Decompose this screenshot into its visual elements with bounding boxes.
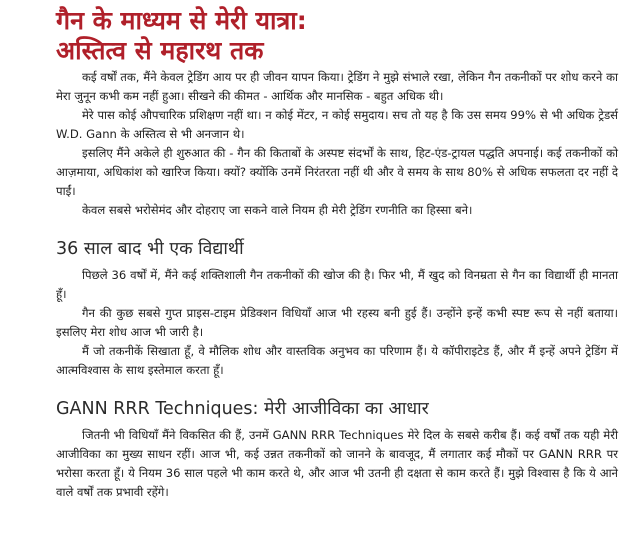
section-divider-space xyxy=(56,220,618,227)
section-intro xyxy=(56,68,618,220)
paragraph: मेरे पास कोई औपचारिक प्रशिक्षण नहीं था। न कोई मेंटर, न कोई समुदाय। सच तो यह है कि उस समय 99% से भी अधिक ट्रेडर्स W.D. Gann के अस्तित्व से भी अनजान थे। xyxy=(56,108,618,141)
paragraph: इसलिए मैंने अकेले ही शुरुआत की - गैन की किताबों के अस्पष्ट संदर्भों के साथ, हिट-एंड-ट्रायल पद्धति अपनाई। कई तकनीकों को आज़माया, अधिकांश को खारिज किया। क्यों? क्योंकि उनमें निरंतरता नहीं थी और वे समय के साथ 80% से अधिक सफलता दर नहीं दे पाईं। xyxy=(56,146,618,198)
paragraph: केवल सबसे भरोसेमंद और दोहराए जा सकने वाले नियम ही मेरी ट्रेडिंग रणनीति का हिस्सा बने। xyxy=(82,203,473,217)
paragraph: मैं जो तकनीकें सिखाता हूँ, वे मौलिक शोध और वास्तविक अनुभव का परिणाम हैं। ये कॉपीराइटेड हैं, और मैं इन्हें अपने ट्रेडिंग में आत्मविश्वास के साथ इस्तेमाल करता हूँ। xyxy=(56,344,618,377)
section-student xyxy=(56,237,618,380)
paragraph: गैन की कुछ सबसे गुप्त प्राइस-टाइम प्रेडिक्शन विधियाँ आज भी रहस्य बनी हुई हैं। उन्होंने इन्हें कभी स्पष्ट रूप से नहीं बताया। इसलिए मेरा शोध आज भी जारी है। xyxy=(56,306,618,339)
section-heading: 36 साल बाद भी एक विद्यार्थी xyxy=(56,239,244,259)
document-title-line-2: अस्तित्व से महारथ तक xyxy=(56,36,264,65)
paragraph: जितनी भी विधियाँ मैंने विकसित की हैं, उनमें GANN RRR Techniques मेरे दिल के सबसे करीब हैं। कई वर्षों तक यही मेरी आजीविका का मुख्य साधन रहीं। आज भी, कई उन्नत तकनीकों को जानने के बावजूद, मैं लगातार कई मौकों पर GANN RRR पर भरोसा करता हूँ। ये नियम 36 साल पहले भी काम करते थे, और आज भी उतनी ही दक्षता से काम करते हैं। मुझे विश्वास है कि ये आने वाले वर्षों तक प्रभावी रहेंगे। xyxy=(56,428,618,499)
section-heading: GANN RRR Techniques: मेरी आजीविका का आधार xyxy=(56,399,429,419)
section-gann-rrr xyxy=(56,397,618,502)
paragraph: पिछले 36 वर्षों में, मैंने कई शक्तिशाली गैन तकनीकों की खोज की है। फिर भी, मैं खुद को विनम्रता से गैन का विद्यार्थी ही मानता हूँ। xyxy=(56,268,618,301)
section-divider-space xyxy=(56,380,618,387)
paragraph: कई वर्षों तक, मैंने केवल ट्रेडिंग आय पर ही जीवन यापन किया। ट्रेडिंग ने मुझे संभाले रखा, लेकिन गैन तकनीकों पर शोध करने का मेरा जुनून कभी कम नहीं हुआ। सीखने की कीमत - आर्थिक और मानसिक - बहुत अधिक थी। xyxy=(56,70,618,103)
document-title-line-1: गैन के माध्यम से मेरी यात्रा: xyxy=(56,6,307,35)
